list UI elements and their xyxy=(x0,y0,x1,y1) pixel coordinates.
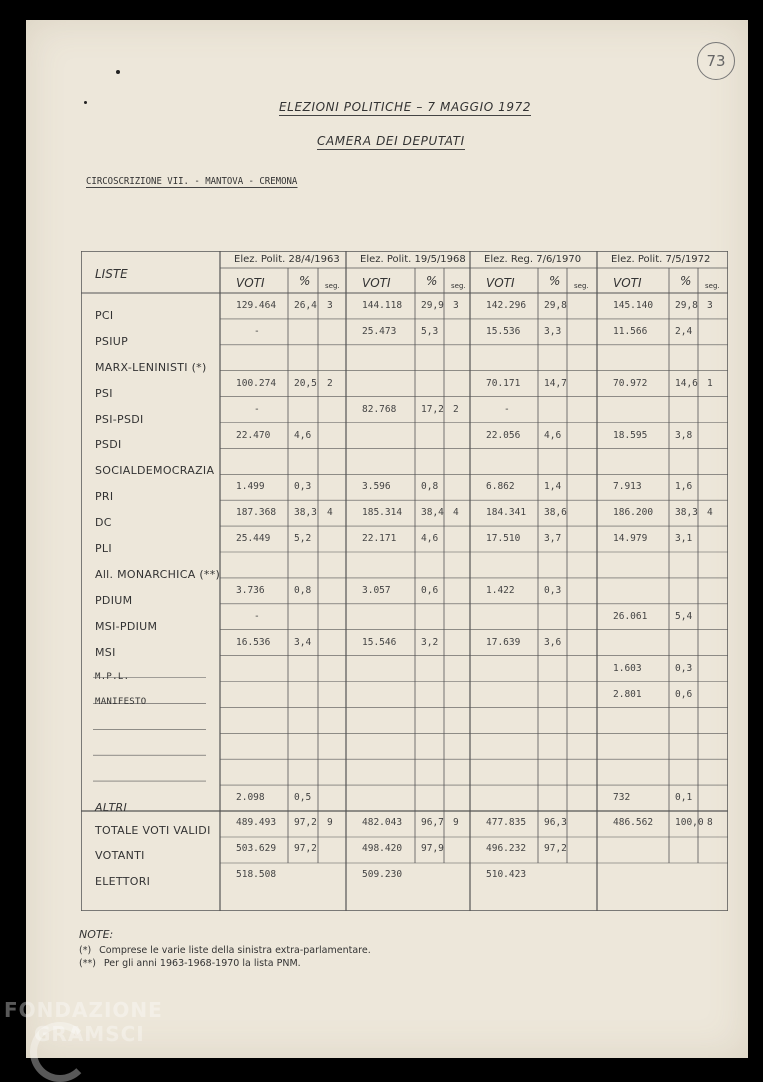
election-header: Elez. Polit. 28/4/1963 xyxy=(234,254,340,265)
row-label: MARX-LENINISTI (*) xyxy=(95,360,207,374)
table-cell: 70.171 xyxy=(486,377,521,389)
table-cell: 1.499 xyxy=(236,481,265,493)
table-cell: 38,6 xyxy=(544,507,567,519)
table-cell: 0,8 xyxy=(421,481,439,493)
ink-dot xyxy=(116,70,120,74)
ink-dot xyxy=(84,101,87,104)
row-label: MSI-PDIUM xyxy=(95,619,158,633)
table-cell: 129.464 xyxy=(236,300,277,311)
table-cell: 184.341 xyxy=(486,507,527,519)
table-cell: 503.629 xyxy=(236,843,277,854)
election-header: Elez. Polit. 19/5/1968 xyxy=(360,254,466,265)
table-cell: 518.508 xyxy=(236,869,277,880)
table-cell: 0,3 xyxy=(675,662,693,674)
table-cell: 100,0 xyxy=(675,817,704,828)
table-cell: 5,3 xyxy=(421,325,439,337)
row-label: ALTRI xyxy=(95,801,128,814)
election-header: Elez. Polit. 7/5/1972 xyxy=(611,254,711,265)
table-cell: 2 xyxy=(327,377,333,389)
total-label: ELETTORI xyxy=(95,875,151,888)
table-cell: 1 xyxy=(707,377,713,389)
table-cell: 1.422 xyxy=(486,584,515,596)
table-cell: 15.546 xyxy=(362,636,397,648)
row-label: PSIUP xyxy=(95,334,129,348)
table-cell: 482.043 xyxy=(362,817,403,828)
table-cell: 142.296 xyxy=(486,300,527,311)
note-text: Comprese le varie liste della sinistra extra-parlamentare. xyxy=(99,945,371,956)
row-label: PSI-PSDI xyxy=(95,412,144,426)
table-cell: 3,7 xyxy=(544,533,562,545)
table-cell: 4,6 xyxy=(544,429,562,441)
table-cell: 38,3 xyxy=(294,507,317,519)
notes-title: NOTE: xyxy=(79,928,114,941)
row-label: PSI xyxy=(95,386,113,400)
total-label: TOTALE VOTI VALIDI xyxy=(95,824,211,837)
table-cell: 3.596 xyxy=(362,481,391,493)
table-cell: 17,2 xyxy=(421,403,444,415)
table-cell: 3,8 xyxy=(675,429,693,441)
table-cell: 26,4 xyxy=(294,300,317,311)
table-cell: 22.171 xyxy=(362,533,397,545)
table-cell: 14,6 xyxy=(675,377,698,389)
row-label: MANIFESTO xyxy=(95,697,147,708)
subheader-percent: % xyxy=(549,274,561,288)
table-cell: 3.057 xyxy=(362,584,391,596)
election-header: Elez. Reg. 7/6/1970 xyxy=(484,254,582,265)
table-cell: 96,7 xyxy=(421,817,444,828)
table-cell: 3,2 xyxy=(421,636,439,648)
watermark-line2: GRAMSCI xyxy=(34,1022,145,1046)
row-label: PCI xyxy=(95,308,114,322)
table-cell: 0,6 xyxy=(421,584,439,596)
table-cell: 477.835 xyxy=(486,817,527,828)
circoscrizione-heading: CIRCOSCRIZIONE VII. - MANTOVA - CREMONA xyxy=(86,176,298,187)
table-cell: 38,3 xyxy=(675,507,698,519)
table-cell: 14.979 xyxy=(613,533,648,545)
table-cell: 0,3 xyxy=(294,481,312,493)
table-cell: 3,6 xyxy=(544,636,562,648)
table-cell: 97,2 xyxy=(294,843,317,854)
subheader-seggi: seg. xyxy=(705,282,720,290)
document-title: ELEZIONI POLITICHE – 7 MAGGIO 1972 xyxy=(279,100,532,114)
table-cell: 3,4 xyxy=(294,636,312,648)
page-number: 73 xyxy=(697,42,735,80)
table-cell: 3 xyxy=(707,300,713,311)
subheader-percent: % xyxy=(299,274,311,288)
subheader-seggi: seg. xyxy=(325,282,340,290)
table-cell: 496.232 xyxy=(486,843,527,854)
note-item xyxy=(79,945,371,956)
table-cell: 97,9 xyxy=(421,843,444,854)
table-cell: 2.098 xyxy=(236,792,265,804)
subheader-percent: % xyxy=(426,274,438,288)
row-label: SOCIALDEMOCRAZIA xyxy=(95,464,215,478)
table-cell: 186.200 xyxy=(613,507,654,519)
table-cell: 0,3 xyxy=(544,584,562,596)
table-cell: 29,9 xyxy=(421,300,444,311)
row-label: M.P.L. xyxy=(95,671,130,682)
table-cell: 185.314 xyxy=(362,507,403,519)
table-cell: 100.274 xyxy=(236,377,277,389)
row-label: MSI xyxy=(95,645,116,659)
table-cell: 29,8 xyxy=(544,300,567,311)
table-cell: 6.862 xyxy=(486,481,515,493)
subheader-seggi: seg. xyxy=(451,282,466,290)
table-cell: 3 xyxy=(453,300,459,311)
row-label: PLI xyxy=(95,542,112,555)
table-cell: 4,6 xyxy=(421,533,439,545)
liste-header: LISTE xyxy=(95,267,128,281)
table-cell: 187.368 xyxy=(236,507,277,519)
table-cell: 4 xyxy=(327,507,333,519)
table-cell: 3,1 xyxy=(675,533,693,545)
notes-section xyxy=(79,928,371,971)
table-cell: 7.913 xyxy=(613,481,642,493)
note-item xyxy=(79,958,371,969)
table-cell: 1,6 xyxy=(675,481,693,493)
note-text: Per gli anni 1963-1968-1970 la lista PNM. xyxy=(103,958,301,969)
row-label: PSDI xyxy=(95,438,122,452)
election-results-table xyxy=(81,251,728,911)
table-cell: 3 xyxy=(327,300,333,311)
note-mark: (*) xyxy=(79,945,92,956)
table-cell: 0,1 xyxy=(675,792,693,804)
table-cell: 97,2 xyxy=(294,817,317,828)
table-cell: 489.493 xyxy=(236,817,277,828)
table-cell: 1.603 xyxy=(613,662,642,674)
table-cell: 2.801 xyxy=(613,688,642,700)
table-cell: 3.736 xyxy=(236,584,265,596)
table-cell: 0,5 xyxy=(294,792,312,804)
subheader-voti: VOTI xyxy=(486,276,515,290)
table-cell: 26.061 xyxy=(613,610,648,622)
table-cell: 144.118 xyxy=(362,300,403,311)
subheader-voti: VOTI xyxy=(236,276,265,290)
subheader-seggi: seg. xyxy=(574,282,589,290)
table-cell: 25.449 xyxy=(236,533,271,545)
table-cell: 498.420 xyxy=(362,843,403,854)
table-cell: - xyxy=(254,325,260,337)
table-cell: 3,3 xyxy=(544,325,562,337)
row-label: All. MONARCHICA (**) xyxy=(95,567,221,581)
table-cell: 22.056 xyxy=(486,429,521,441)
table-cell: - xyxy=(504,403,510,415)
table-cell: 70.972 xyxy=(613,377,648,389)
row-label: DC xyxy=(95,516,112,530)
table-cell: 510.423 xyxy=(486,869,527,880)
table-cell: 4 xyxy=(707,507,713,519)
table-cell: 17.510 xyxy=(486,533,521,545)
table-cell: 14,7 xyxy=(544,377,567,389)
table-cell: 16.536 xyxy=(236,636,271,648)
subheader-percent: % xyxy=(680,274,692,288)
document-subtitle: CAMERA DEI DEPUTATI xyxy=(317,134,465,148)
table-cell: 4 xyxy=(453,507,459,519)
table-cell: 0,6 xyxy=(675,688,693,700)
table-cell: 18.595 xyxy=(613,429,648,441)
watermark-line1: FONDAZIONE xyxy=(4,998,163,1022)
total-label: VOTANTI xyxy=(95,849,145,862)
table-cell: 486.562 xyxy=(613,817,654,828)
table-cell: 9 xyxy=(453,817,459,828)
table-grid xyxy=(81,251,728,911)
table-cell: 509.230 xyxy=(362,869,403,880)
note-mark: (**) xyxy=(79,958,96,969)
table-cell: 17.639 xyxy=(486,636,521,648)
table-cell: 15.536 xyxy=(486,325,521,337)
table-cell: 145.140 xyxy=(613,300,654,311)
table-cell: 38,4 xyxy=(421,507,444,519)
table-cell: 732 xyxy=(613,792,631,804)
table-cell: 4,6 xyxy=(294,429,312,441)
table-cell: 8 xyxy=(707,817,713,828)
table-cell: 5,4 xyxy=(675,610,693,622)
table-cell: 20,5 xyxy=(294,377,317,389)
table-cell: 11.566 xyxy=(613,325,648,337)
row-label: PRI xyxy=(95,490,114,504)
watermark xyxy=(4,998,163,1046)
table-cell: 82.768 xyxy=(362,403,397,415)
table-cell: 9 xyxy=(327,817,333,828)
table-cell: 0,8 xyxy=(294,584,312,596)
table-cell: 29,8 xyxy=(675,300,698,311)
subheader-voti: VOTI xyxy=(613,276,642,290)
table-cell: 97,2 xyxy=(544,843,567,854)
table-cell: 1,4 xyxy=(544,481,562,493)
subheader-voti: VOTI xyxy=(362,276,391,290)
table-cell: 2,4 xyxy=(675,325,693,337)
row-label: PDIUM xyxy=(95,593,133,607)
table-cell: 22.470 xyxy=(236,429,271,441)
table-cell: 96,3 xyxy=(544,817,567,828)
table-cell: - xyxy=(254,610,260,622)
table-cell: 25.473 xyxy=(362,325,397,337)
table-cell: 2 xyxy=(453,403,459,415)
table-cell: - xyxy=(254,403,260,415)
table-cell: 5,2 xyxy=(294,533,312,545)
